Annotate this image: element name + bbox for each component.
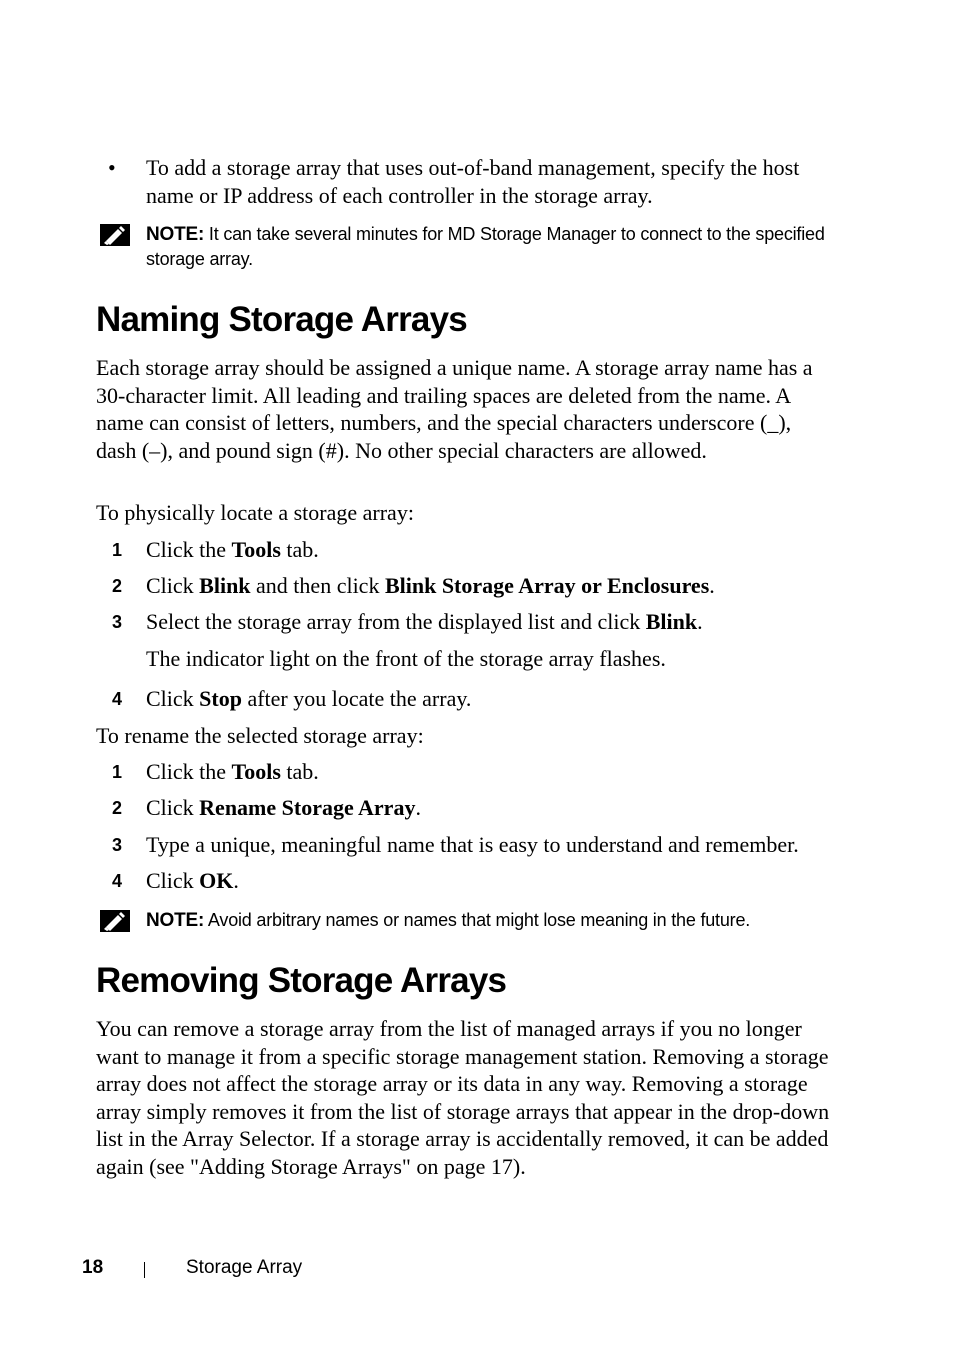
pencil-note-icon (100, 910, 130, 932)
note-1 (146, 222, 846, 272)
locate-step-3: Select the storage array from the displayed list and click Blink. (146, 609, 703, 634)
step-number: 2 (112, 576, 123, 596)
rename-step-3: Type a unique, meaningful name that is easy to understand and remember. (146, 832, 799, 857)
rename-step-2: Click Rename Storage Array. (146, 795, 421, 820)
removing-paragraph: You can remove a storage array from the list of managed arrays if you no longer want to manage it from a specific storage management station. Removing a storage array does not affect the storage array or its data in any way. Removing a storage array simply removes it from the list of storage arrays that appear in the drop-down list in the Array Selector. If a storage array is accidentally removed, it can be added again (see "Adding Storage Arrays" on page 17). (96, 1016, 830, 1179)
pencil-note-icon (100, 224, 130, 246)
step-number: 3 (112, 612, 123, 632)
locate-intro: To physically locate a storage array: (96, 500, 414, 525)
locate-step-1: Click the Tools tab. (146, 537, 319, 562)
section-heading-removing: Removing Storage Arrays (96, 961, 507, 1000)
page-number: 18 (82, 1257, 104, 1278)
note-2 (146, 908, 846, 933)
locate-step-4: Click Stop after you locate the array. (146, 686, 472, 711)
step-number: 4 (112, 689, 123, 709)
footer-section-title: Storage Array (186, 1257, 303, 1278)
section-heading-naming: Naming Storage Arrays (96, 300, 467, 339)
rename-step-1: Click the Tools tab. (146, 759, 319, 784)
bullet-marker: • (108, 155, 116, 180)
step-number: 3 (112, 835, 123, 855)
locate-step-2: Click Blink and then click Blink Storage Array or Enclosures. (146, 573, 715, 598)
note-1-text: It can take several minutes for MD Storage Manager to connect to the specified storage array. (146, 224, 825, 269)
bullet-text: To add a storage array that uses out-of-band management, specify the host name or IP address of each controller in the storage array. (146, 155, 800, 208)
step-number: 1 (112, 540, 123, 560)
note-1-label: NOTE: (146, 224, 205, 245)
step-number: 4 (112, 871, 123, 891)
step-number: 2 (112, 798, 123, 818)
note-2-text: Avoid arbitrary names or names that might lose meaning in the future. (207, 910, 751, 930)
rename-intro: To rename the selected storage array: (96, 723, 424, 748)
rename-step-4: Click OK. (146, 868, 239, 893)
locate-step-3-result: The indicator light on the front of the storage array flashes. (146, 646, 666, 671)
step-number: 1 (112, 762, 123, 782)
footer-separator (144, 1262, 145, 1278)
note-2-label: NOTE: (146, 910, 205, 931)
naming-paragraph: Each storage array should be assigned a unique name. A storage array name has a 30-character limit. All leading and trailing spaces are deleted from the name. A name can consist of letters, numbers, and the special characters underscore (_), dash (–), and pound sign (#). No other special characters are allowed. (96, 355, 813, 463)
